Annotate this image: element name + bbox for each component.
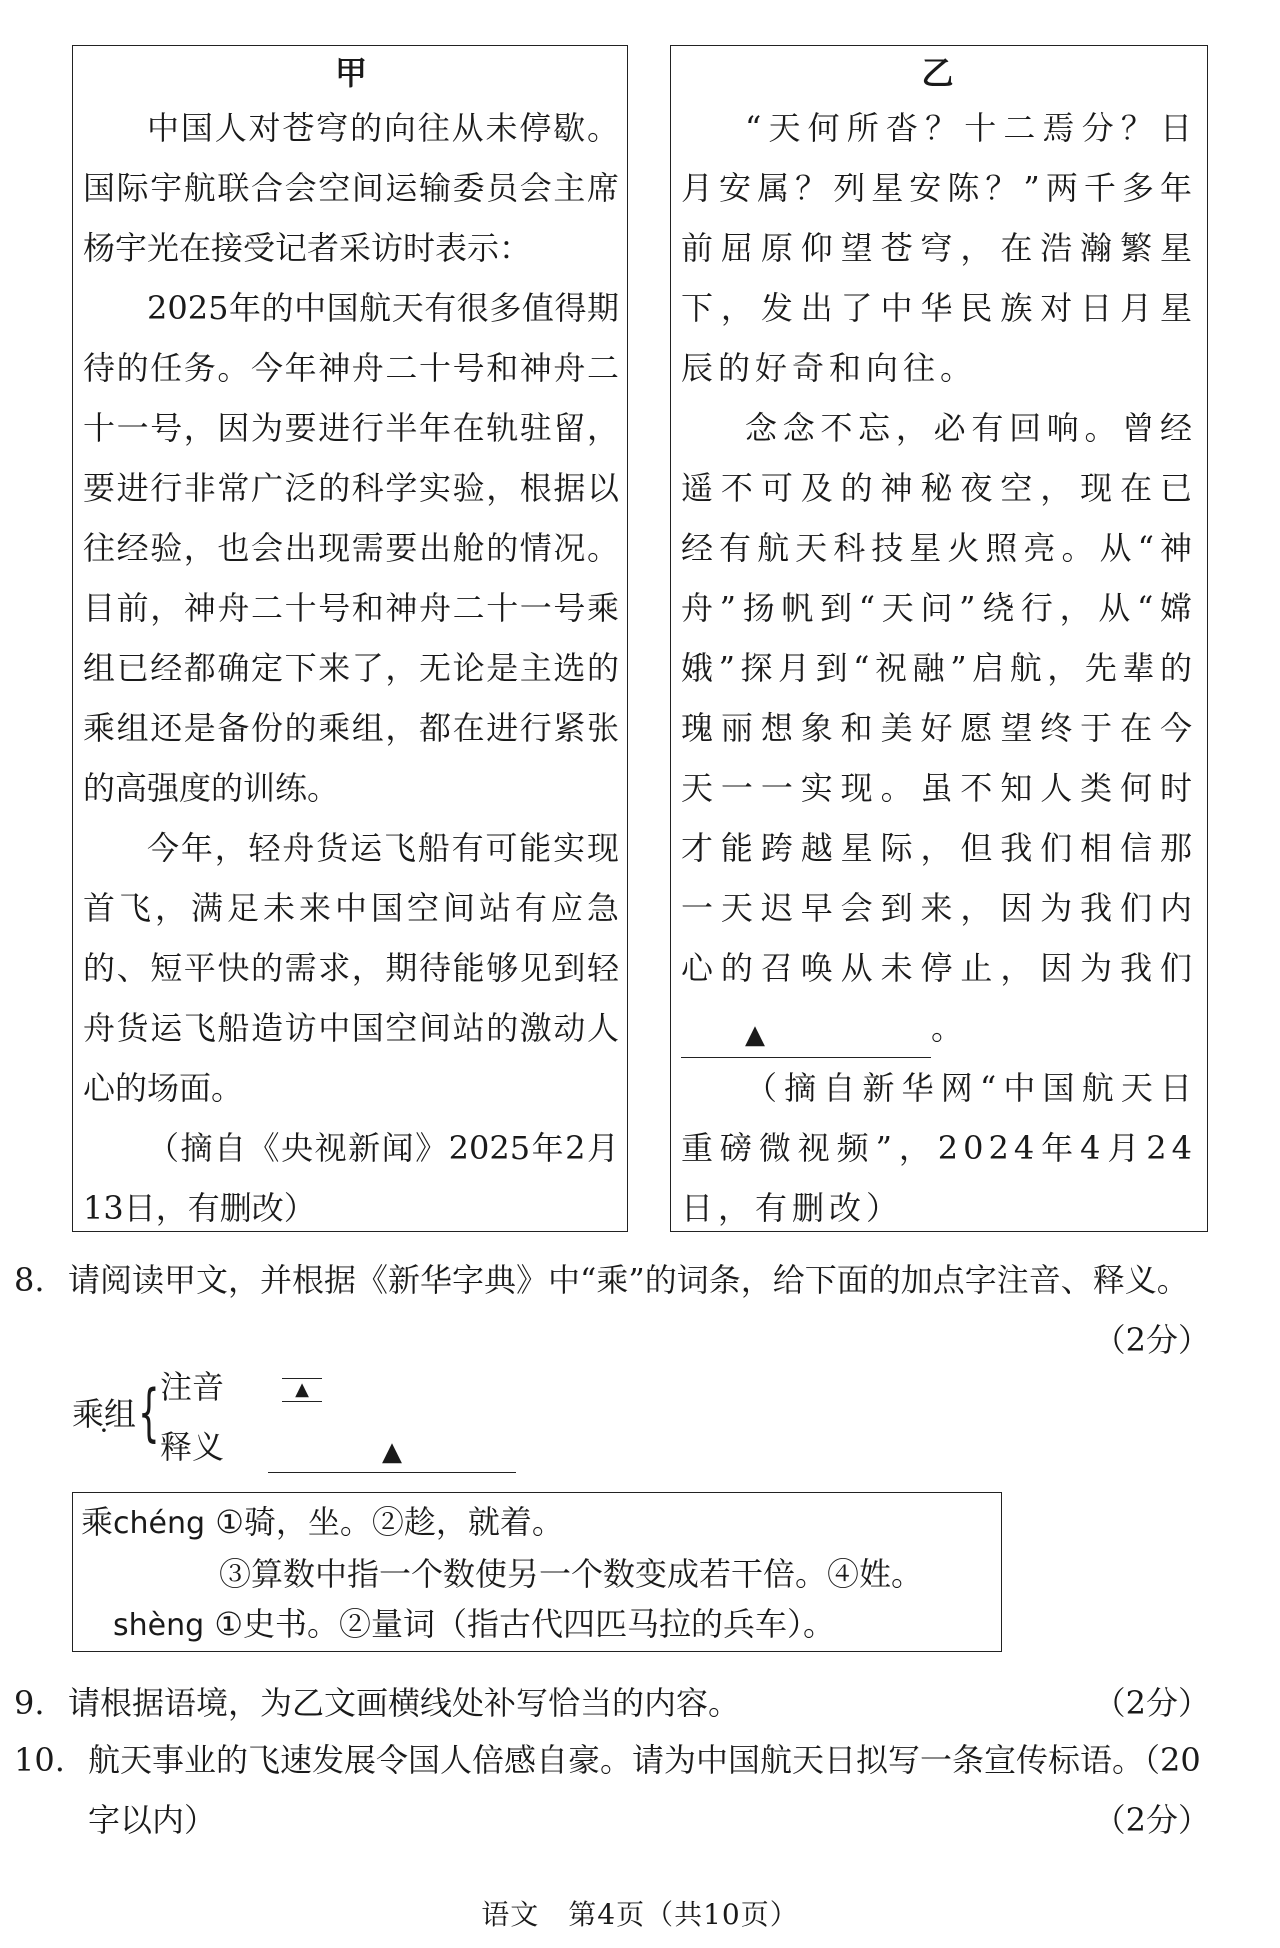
passage-jia-box <box>72 45 628 1232</box>
question-8-score: （2分） <box>1093 1321 1210 1359</box>
page-footer: 语文 第4页（共10页） <box>481 1898 799 1931</box>
passage-yi-paragraph-2-text: 念念不忘，必有回响。曾经遥不可及的神秘夜空，现在已经有航天科技星火照亮。从“神舟”扬帆到“天问”绕行，从“嫦娥”探月到“祝融”启航，先辈的瑰丽想象和美好愿望终于在今天一一实现。虽不知人类何时才能跨越星际，但我们相信那一天迟早会到来，因为我们内心的召唤从未停止，因为我们 <box>681 409 1197 987</box>
question-9-text: 请根据语境，为乙文画横线处补写恰当的内容。 <box>68 1684 741 1722</box>
question-9-score: （2分） <box>1093 1684 1210 1722</box>
passage-jia-title: 甲 <box>334 54 367 92</box>
question-8-number: 8. <box>14 1261 45 1299</box>
q8-brace: { <box>138 1376 160 1449</box>
question-9 <box>14 1673 1210 1735</box>
passage-yi-paragraph-2 <box>681 398 1197 1058</box>
q8-word <box>72 1390 136 1438</box>
dict-pinyin-cheng: chéng <box>113 1506 206 1541</box>
passage-jia-paragraph-3: 今年，轻舟货运飞船有可能实现首飞，满足未来中国空间站有应急的、短平快的需求，期待能够见到轻舟货运飞船造访中国空间站的激动人心的场面。 <box>83 829 619 1107</box>
question-8-text: 请阅读甲文，并根据《新华字典》中“乘”的词条，给下面的加点字注音、释义。 <box>68 1261 1189 1299</box>
passage-jia-source: （摘自《央视新闻》2025年2月13日，有删改） <box>83 1129 619 1227</box>
q8-label-shiyi: 释义 <box>160 1428 225 1466</box>
dict-pinyin-sheng: shèng <box>113 1608 205 1643</box>
dictionary-entry-box <box>72 1492 1002 1652</box>
passage-yi-title: 乙 <box>921 54 957 92</box>
q8-shiyi-marker: ▲ <box>382 1437 402 1467</box>
dict-line-3 <box>113 1597 835 1653</box>
q8-zhuyin-marker: ▲ <box>295 1379 309 1400</box>
question-10-score: （2分） <box>1093 1801 1210 1839</box>
q8-shiyi-answer-blank[interactable] <box>268 1432 516 1473</box>
blank-marker-triangle: ▲ <box>745 1020 765 1050</box>
passage-jia-paragraph-1: 中国人对苍穹的向往从未停歇。国际宇航联合会空间运输委员会主席杨宇光在接受记者采访时表示： <box>83 109 619 267</box>
question-9-number: 9. <box>14 1684 45 1722</box>
dict-line-2: ③算数中指一个数使另一个数变成若干倍。④姓。 <box>219 1555 924 1593</box>
passage-yi-answer-blank[interactable] <box>681 1010 931 1058</box>
question-10-text: 航天事业的飞速发展令国人倍感自豪。请为中国航天日拟写一条宣传标语。（20字以内） <box>88 1741 1201 1839</box>
passage-yi-blank-end: 。 <box>931 1009 969 1047</box>
passage-jia-paragraph-2: 2025年的中国航天有很多值得期待的任务。今年神舟二十号和神舟二十一号，因为要进行半年在轨驻留，要进行非常广泛的科学实验，根据以往经验，也会出现需要出舱的情况。目前，神舟二十号和神舟二十一号乘组已经都确定下来了，无论是主选的乘组还是备份的乘组，都在进行紧张的高强度的训练。 <box>83 289 619 807</box>
dict-sheng-meanings: ①史书。②量词（指古代四匹马拉的兵车）。 <box>214 1605 836 1643</box>
dict-headword: 乘 <box>81 1503 114 1541</box>
question-8 <box>14 1250 1210 1374</box>
q8-label-zhuyin: 注音 <box>160 1368 225 1406</box>
passage-yi-paragraph-1: “天何所沓？十二焉分？日月安属？列星安陈？”两千多年前屈原仰望苍穹，在浩瀚繁星下，发出了中华民族对日月星辰的好奇和向往。 <box>681 109 1197 387</box>
q8-word-text: 乘组 <box>72 1395 137 1433</box>
dict-cheng-meanings-1: ①骑，坐。②趁，就着。 <box>215 1503 564 1541</box>
question-10 <box>14 1730 1210 1854</box>
dict-line-1 <box>81 1495 564 1551</box>
passage-yi-box <box>670 45 1208 1232</box>
q8-zhuyin-answer-blank[interactable] <box>282 1378 322 1402</box>
passage-yi-source: （摘自新华网“中国航天日重磅微视频”，2024年4月24日，有删改） <box>681 1069 1197 1227</box>
question-10-number: 10. <box>14 1741 65 1779</box>
